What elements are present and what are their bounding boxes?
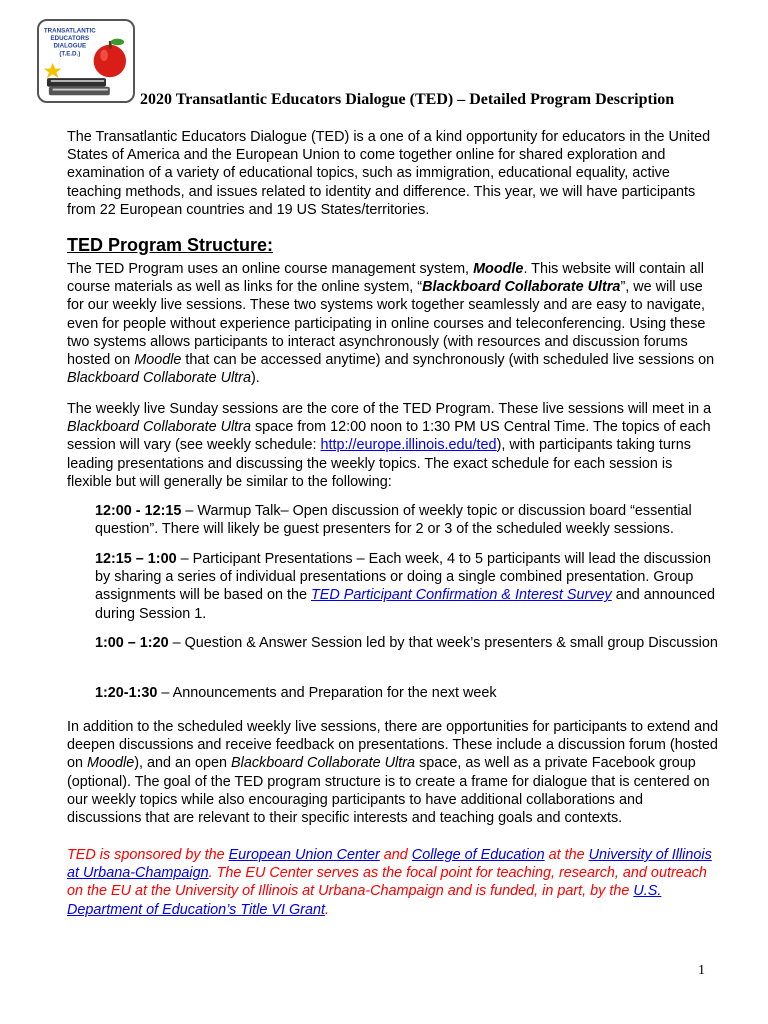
book-icon [47, 78, 106, 87]
page-title: 2020 Transatlantic Educators Dialogue (TED) – Detailed Program Description [140, 91, 675, 108]
weekly-text-1: The weekly live Sunday sessions are the core of the TED Program. These live sessions will meet in a [67, 401, 712, 417]
additional-text-2: ), and an open [134, 755, 232, 772]
blackboard-emphasis: Blackboard Collaborate Ultra [422, 279, 621, 296]
structure-paragraph [67, 260, 719, 387]
structure-text-3: ”, we will use for our weekly live sessions. These two systems work together seamlessly and are easy to navigate, even for people without experience participating in online courses and teleconferencing. Using these two systems allows participants to interact asynchronously (with resources and discussion forums hosted on [67, 279, 706, 369]
sponsor-text-3: at the [544, 847, 589, 863]
schedule-item [95, 634, 720, 652]
logo-text-line3: DIALOGUE [53, 42, 87, 50]
intro-text: The Transatlantic Educators Dialogue (TED) is a one of a kind opportunity for educators in the United States of America and the European Union to come together online for shared exploration and examination of a variety of educational topics, such as immigration, educational equality, active teaching methods, and issues related to identity and difference. This year, we will have participants from 22 European countries and 19 US States/territories. [67, 129, 711, 218]
survey-link[interactable]: TED Participant Confirmation & Interest Survey [311, 587, 612, 604]
leaf-icon [111, 39, 124, 46]
schedule-description-2: and announced during Session 1. [95, 587, 715, 622]
schedule-item [95, 502, 720, 538]
page-number: 1 [698, 963, 705, 978]
structure-text-2: . This website will contain all course materials as well as links for the online system, “ [67, 261, 704, 296]
moodle-emphasis: Moodle [473, 261, 524, 277]
title-vi-grant-link[interactable]: U.S. Department of Education’s Title VI Grant [67, 883, 662, 918]
additional-text-3: space, as well as a private Facebook group (optional). The goal of the TED program structure is to create a frame for dialogue that is centered on our weekly topics while also encouraging participants to have additional collaborations and discussions that are relevant to their specific interests and teaching goals and contexts. [67, 755, 710, 827]
ted-logo [37, 19, 135, 103]
ted-logo-graphic [39, 21, 133, 101]
logo-text-line1: TRANSATLANTIC [43, 27, 96, 35]
sponsor-text-4: . The EU Center serves as the focal point for teaching, research, and outreach on the EU at the University of Illinois at Urbana-Champaign and is funded, in part, by the [67, 865, 707, 900]
schedule-description: – Announcements and Preparation for the next week [157, 685, 497, 701]
moodle-italic: Moodle [134, 352, 182, 369]
weekly-schedule-link[interactable]: http://europe.illinois.edu/ted [320, 437, 497, 454]
weekly-text-2: space from 12:00 noon to 1:30 PM US Central Time. The topics of each session will vary (see weekly schedule: [67, 419, 711, 454]
structure-text-1: The TED Program uses an online course management system, [67, 261, 474, 277]
additional-opportunities-paragraph [67, 718, 719, 827]
star-icon [44, 63, 61, 78]
european-union-center-link[interactable]: European Union Center [228, 847, 380, 863]
moodle-italic: Moodle [87, 755, 135, 772]
schedule-item [95, 684, 720, 702]
schedule-description: – Participant Presentations – Each week, 4 to 5 participants will lead the discussion by sharing a series of individual presentations or doing a single combined presentation. Group assignments will be based on the [95, 551, 711, 604]
university-of-illinois-link[interactable]: University of Illinois at Urbana-Champaign [67, 847, 712, 882]
logo-text-line2: EDUCATORS [50, 35, 90, 43]
book-icon [49, 87, 110, 96]
weekly-sessions-paragraph [67, 400, 719, 491]
intro-paragraph [67, 128, 719, 219]
blackboard-italic: Blackboard Collaborate Ultra [231, 755, 416, 772]
blackboard-italic: Blackboard Collaborate Ultra [67, 419, 251, 436]
college-of-education-link[interactable]: College of Education [411, 847, 545, 863]
weekly-text-3: ), with participants taking turns leading presentations and discussing the weekly topics. The exact schedule for each session is flexible but will generally be similar to the following: [67, 437, 691, 490]
schedule-time: 1:00 – 1:20 [95, 635, 169, 651]
schedule-description: – Warmup Talk– Open discussion of weekly topic or discussion board “essential question”. There will likely be guest presenters for 2 or 3 of the scheduled weekly sessions. [95, 503, 692, 538]
logo-text-line4: (T.E.D.) [59, 50, 81, 58]
schedule-time: 12:15 – 1:00 [95, 551, 177, 567]
schedule-description: – Question & Answer Session led by that week’s presenters & small group Discussion [168, 635, 718, 651]
sponsor-text-2: and [379, 847, 412, 863]
additional-text-1: In addition to the scheduled weekly live sessions, there are opportunities for participants to extend and deepen discussions and receive feedback on presentations. These include a discussion forum (hosted on [67, 719, 719, 772]
structure-text-5: ). [250, 370, 260, 387]
sponsor-text-5: . [324, 901, 329, 918]
section-heading-program-structure: TED Program Structure: [67, 235, 274, 255]
blackboard-italic: Blackboard Collaborate Ultra [67, 370, 251, 387]
apple-icon [94, 45, 126, 77]
sponsor-text-1: TED is sponsored by the [67, 847, 229, 863]
schedule-item [95, 550, 720, 623]
schedule-time: 1:20-1:30 [95, 685, 158, 701]
structure-text-4: that can be accessed anytime) and synchronously (with scheduled live sessions on [181, 352, 715, 369]
schedule-time: 12:00 - 12:15 [95, 503, 182, 519]
sponsor-paragraph [67, 846, 719, 919]
